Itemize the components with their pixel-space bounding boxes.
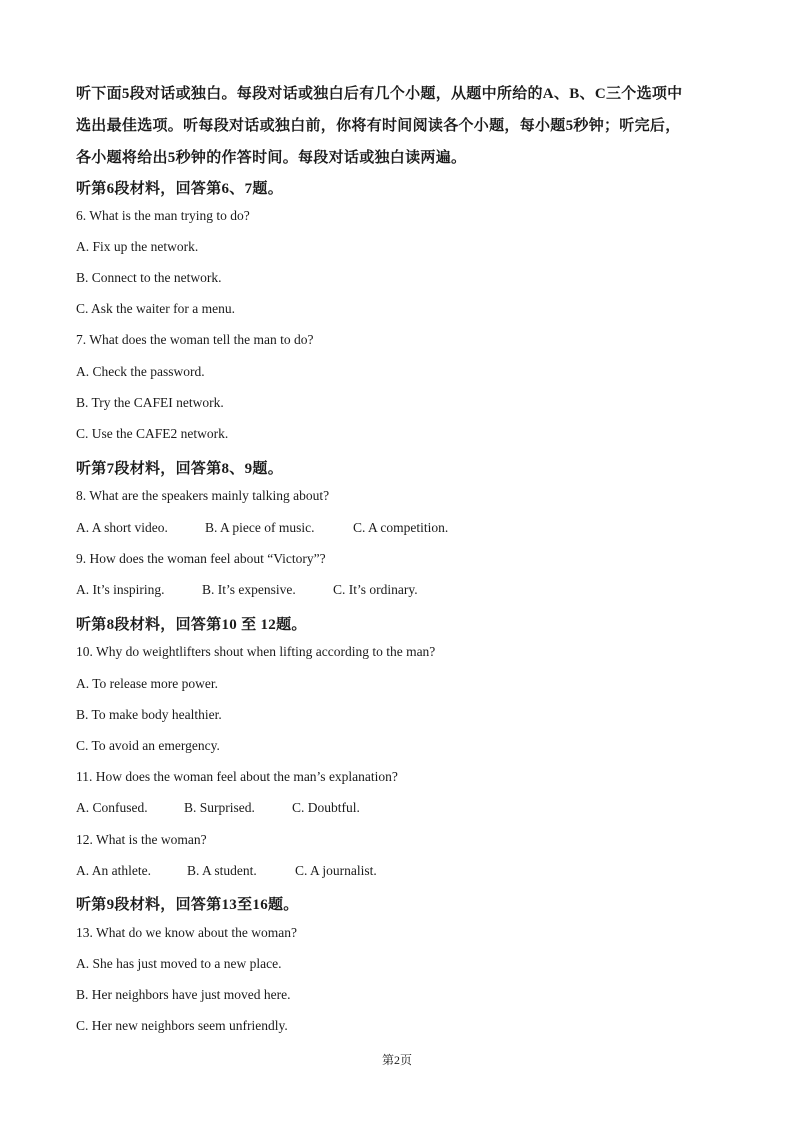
question-12-option-b: B. A student. <box>187 863 257 878</box>
question-6-option-a: A. Fix up the network. <box>76 239 199 254</box>
question-11-option-a: A. Confused. <box>76 800 148 815</box>
section-heading-6: 听第6段材料，回答第6、7题。 <box>76 181 284 197</box>
question-12-option-a: A. An athlete. <box>76 863 151 878</box>
question-10-option-c: C. To avoid an emergency. <box>76 738 220 753</box>
question-7-option-b: B. Try the CAFEI network. <box>76 395 224 410</box>
question-9-stem: 9. How does the woman feel about “Victory”? <box>76 551 326 566</box>
question-13-option-a: A. She has just moved to a new place. <box>76 956 282 971</box>
question-7-option-c: C. Use the CAFE2 network. <box>76 426 229 441</box>
question-9-option-a: A. It’s inspiring. <box>76 582 165 597</box>
instructions-line-1: 听下面5段对话或独白。每段对话或独白后有几个小题，从题中所给的A、B、C三个选项中 <box>76 86 683 102</box>
question-11-option-b: B. Surprised. <box>184 800 255 815</box>
question-8-option-a: A. A short video. <box>76 520 168 535</box>
page-number: 第2页 <box>381 1053 412 1067</box>
question-6-stem: 6. What is the man trying to do? <box>76 208 250 223</box>
question-6-option-c: C. Ask the waiter for a menu. <box>76 301 235 316</box>
question-8-stem: 8. What are the speakers mainly talking about? <box>76 488 330 503</box>
section-heading-9: 听第9段材料，回答第13至16题。 <box>76 897 299 913</box>
question-7-option-a: A. Check the password. <box>76 364 205 379</box>
question-10-option-b: B. To make body healthier. <box>76 707 222 722</box>
instructions-line-2: 选出最佳选项。听每段对话或独白前，你将有时间阅读各个小题，每小题5秒钟；听完后， <box>76 118 681 134</box>
question-8-options <box>76 520 448 536</box>
question-9-option-c: C. It’s ordinary. <box>333 582 418 597</box>
question-7-stem: 7. What does the woman tell the man to do? <box>76 332 314 347</box>
question-10-stem: 10. Why do weightlifters shout when lifting according to the man? <box>76 644 436 659</box>
question-9-options <box>76 582 418 598</box>
question-11-option-c: C. Doubtful. <box>292 800 360 815</box>
question-12-options <box>76 863 377 879</box>
question-12-option-c: C. A journalist. <box>295 863 377 878</box>
section-heading-8: 听第8段材料，回答第10 至 12题。 <box>76 617 307 633</box>
question-9-option-b: B. It’s expensive. <box>202 582 296 597</box>
question-10-option-a: A. To release more power. <box>76 676 219 691</box>
question-11-options <box>76 800 360 816</box>
question-8-option-c: C. A competition. <box>353 520 449 535</box>
instructions-line-3: 各小题将给出5秒钟的作答时间。每段对话或独白读两遍。 <box>76 150 467 166</box>
question-8-option-b: B. A piece of music. <box>205 520 315 535</box>
question-12-stem: 12. What is the woman? <box>76 832 207 847</box>
section-heading-7: 听第7段材料，回答第8、9题。 <box>76 461 284 477</box>
question-13-option-b: B. Her neighbors have just moved here. <box>76 987 291 1002</box>
question-13-option-c: C. Her new neighbors seem unfriendly. <box>76 1018 288 1033</box>
question-6-option-b: B. Connect to the network. <box>76 270 222 285</box>
question-11-stem: 11. How does the woman feel about the man’s explanation? <box>76 769 398 784</box>
question-13-stem: 13. What do we know about the woman? <box>76 925 297 940</box>
